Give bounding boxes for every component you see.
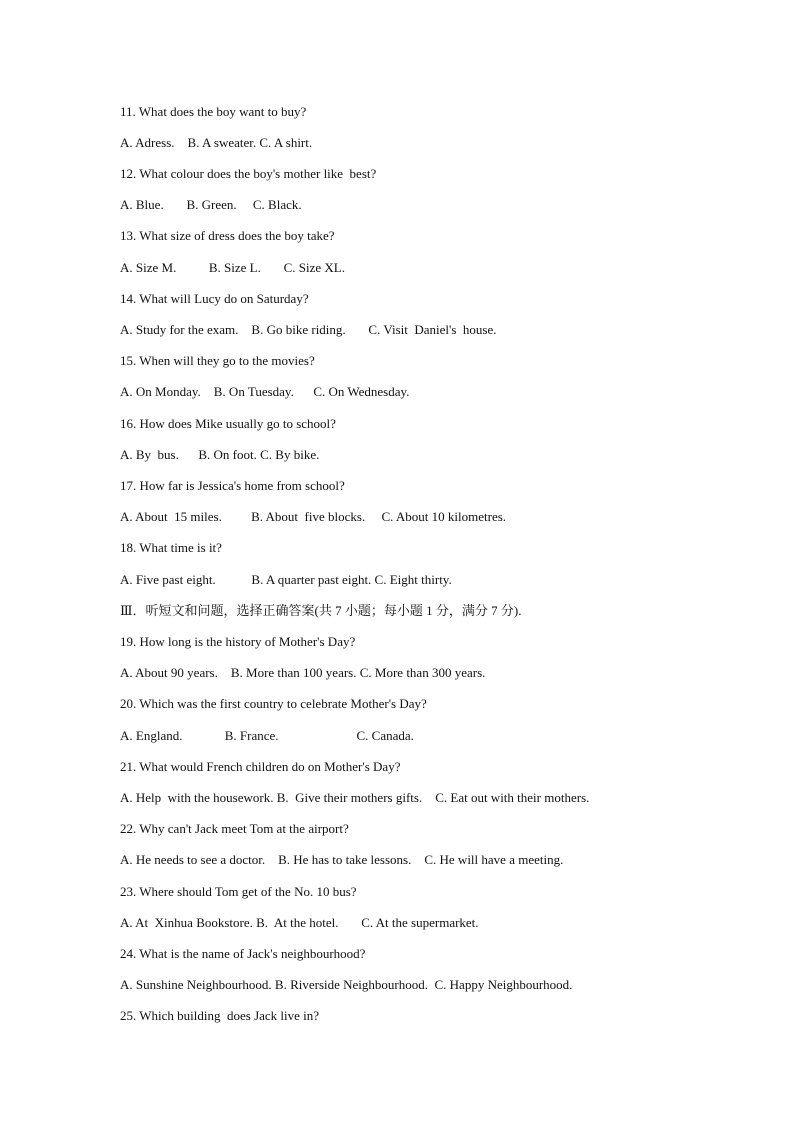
options-17: A. About 15 miles. B. About five blocks. C. About 10 kilometres. [120,509,507,524]
options-14: A. Study for the exam. B. Go bike riding. C. Visit Daniel's house. [120,322,497,337]
question-19: 19. How long is the history of Mother's Day? [120,634,356,649]
options-19: A. About 90 years. B. More than 100 years. C. More than 300 years. [120,665,486,680]
options-11: A. Adress. B. A sweater. C. A shirt. [120,135,313,150]
options-15: A. On Monday. B. On Tuesday. C. On Wednesday. [120,384,410,399]
question-25: 25. Which building does Jack live in? [120,1008,320,1023]
question-21: 21. What would French children do on Mother's Day? [120,759,401,774]
options-13: A. Size M. B. Size L. C. Size XL. [120,260,345,275]
options-12: A. Blue. B. Green. C. Black. [120,197,302,212]
question-18: 18. What time is it? [120,540,222,555]
options-21: A. Help with the housework. B. Give their mothers gifts. C. Eat out with their mothers. [120,790,590,805]
options-22: A. He needs to see a doctor. B. He has to take lessons. C. He will have a meeting. [120,852,564,867]
question-12: 12. What colour does the boy's mother like best? [120,166,377,181]
options-20: A. England. B. France. C. Canada. [120,728,414,743]
question-11: 11. What does the boy want to buy? [120,104,307,119]
question-17: 17. How far is Jessica's home from school? [120,478,345,493]
question-14: 14. What will Lucy do on Saturday? [120,291,309,306]
options-23: A. At Xinhua Bookstore. B. At the hotel. C. At the supermarket. [120,915,479,930]
options-16: A. By bus. B. On foot. C. By bike. [120,447,320,462]
options-24: A. Sunshine Neighbourhood. B. Riverside Neighbourhood. C. Happy Neighbourhood. [120,977,573,992]
section-heading: Ⅲ．听短文和问题，选择正确答案(共 7 小题；每小题 1 分，满分 7 分). [120,603,522,618]
question-23: 23. Where should Tom get of the No. 10 bus? [120,884,357,899]
options-18: A. Five past eight. B. A quarter past eight. C. Eight thirty. [120,572,452,587]
question-24: 24. What is the name of Jack's neighbourhood? [120,946,366,961]
question-16: 16. How does Mike usually go to school? [120,416,336,431]
question-20: 20. Which was the first country to celebrate Mother's Day? [120,696,427,711]
question-22: 22. Why can't Jack meet Tom at the airport? [120,821,349,836]
question-15: 15. When will they go to the movies? [120,353,315,368]
question-13: 13. What size of dress does the boy take? [120,228,335,243]
